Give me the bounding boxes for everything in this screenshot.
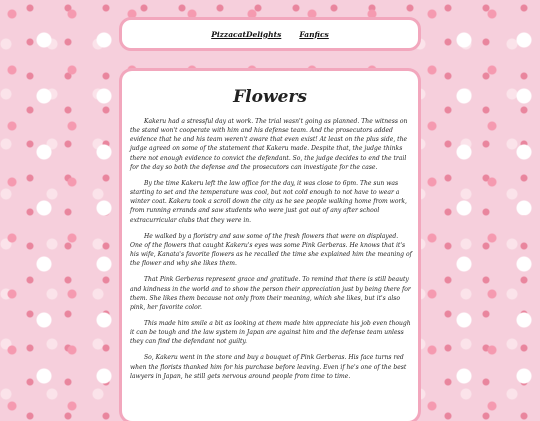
story-paragraph: He walked by a floristry and saw some of the fresh flowers that were on displayed. One of the flowers that caught Kakeru's eyes was some Pink Gerberas. He knows that it's his wife, Kanata's favorite flowers as he recalled the time she explained him the meaning of the flower and why she likes them. bbox=[130, 232, 412, 268]
story-panel bbox=[122, 71, 418, 421]
story-paragraph: So, Kakeru went in the store and buy a bouquet of Pink Gerberas. His face turns red when the florists thanked him for his purchase before leaving. Even if he's one of the best lawyers in Japan, he still gets nervous around people from time to time. bbox=[130, 354, 407, 380]
nav-link-pizzacatdelights[interactable]: PizzacatDelights bbox=[211, 29, 282, 39]
story-body bbox=[122, 117, 418, 381]
top-nav-bar bbox=[122, 20, 418, 48]
story-title: Flowers bbox=[233, 87, 307, 107]
story-paragraph: By the time Kakeru left the law office for the day, it was close to 6pm. The sun was starting to set and the temperature was cool, but not cold enough to not have to wear a winter coat. Kakeru took a scroll down the city as he see people walking home from work, from running errands and saw students who were just got out of any after school extracurricular clubs that they were in. bbox=[130, 179, 407, 224]
story-paragraph: Kakeru had a stressful day at work. The trial wasn't going as planned. The witness on the stand won't cooperate with him and his defense team. And the prosecutors added evidence that he and his team weren't aware that even exist! At least on the plus side, the judge agreed on some of the statement that Kakeru made. Despite that, the judge thinks there not enough evidence to convict the defendant. So, the judge decides to end the trail for the day so both the defense and the prosecutors can investigate for the case. bbox=[130, 118, 408, 171]
story-paragraph: That Pink Gerberas represent grace and gratitude. To remind that there is still beauty and kindness in the world and to show the person their appreciation just by being there for them. She likes them because not only from their meaning, which she likes, but it's also pink, her favorite color. bbox=[130, 276, 411, 311]
nav-link-fanfics[interactable]: Fanfics bbox=[299, 29, 329, 39]
story-paragraph: This made him smile a bit as looking at them made him appreciate his job even though it can be tough and the law system in Japan are against him and the defense team unless they can find the defendant not guilty. bbox=[130, 319, 411, 346]
